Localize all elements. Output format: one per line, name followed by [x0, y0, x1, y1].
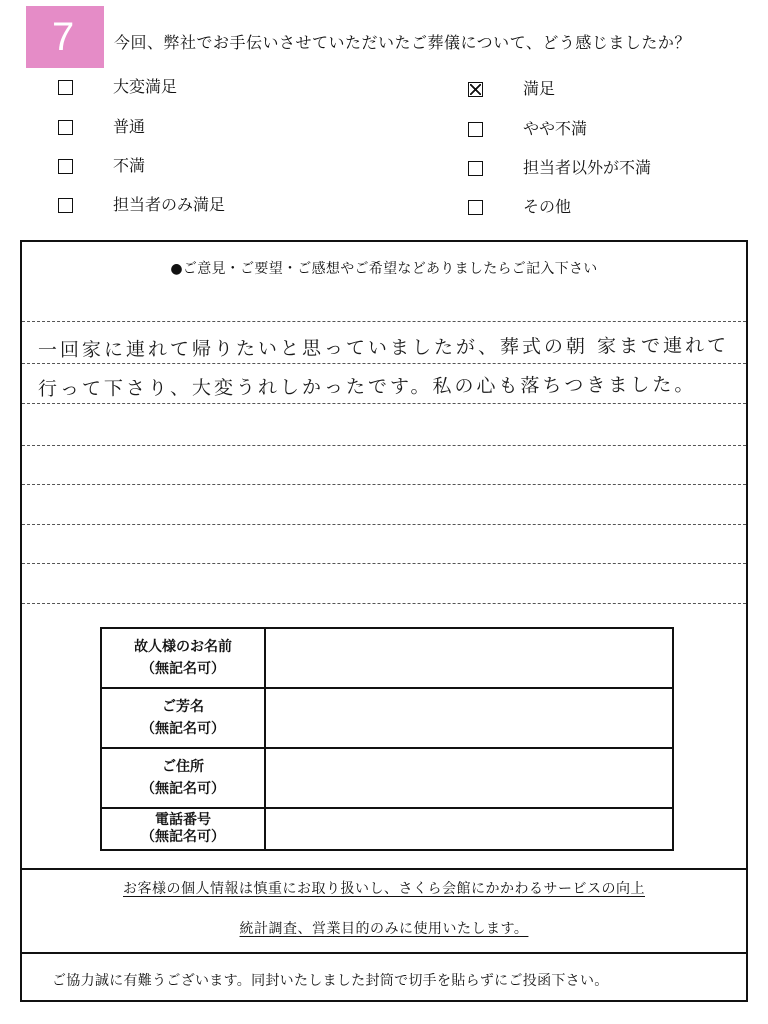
- option-label: 担当者のみ満足: [113, 195, 226, 214]
- table-row: [101, 688, 673, 748]
- field-label: [101, 628, 265, 688]
- handwritten-comment-line[interactable]: 行って下さり、大変うれしかったです。私の心も落ちつきました。: [37, 373, 697, 401]
- personal-info-table: [100, 627, 674, 851]
- field-label-name: ご住所: [162, 759, 204, 775]
- thanks-message: ご協力誠に有難うございます。同封いたしました封筒で切手を貼らずにご投函下さい。: [52, 973, 609, 989]
- writing-line: [22, 603, 746, 604]
- deceased-name-field[interactable]: [265, 628, 673, 688]
- checkbox[interactable]: [58, 198, 73, 213]
- option-label: その他: [523, 197, 572, 216]
- writing-line: [22, 403, 746, 404]
- writing-line: [22, 445, 746, 446]
- checkbox[interactable]: [58, 80, 73, 95]
- field-label: [101, 808, 265, 850]
- checkbox[interactable]: [468, 200, 483, 215]
- option-label: 満足: [523, 79, 556, 98]
- privacy-notice-line: お客様の個人情報は慎重にお取り扱いし、さくら会館にかかわるサービスの向上: [123, 881, 645, 897]
- field-label-name: 電話番号: [155, 812, 211, 828]
- checkbox-checked[interactable]: [468, 82, 483, 97]
- writing-line: [22, 484, 746, 485]
- address-field[interactable]: [265, 748, 673, 808]
- section-divider: [22, 952, 746, 954]
- writing-line: [22, 563, 746, 564]
- option-label: 大変満足: [113, 77, 178, 96]
- checkbox[interactable]: [58, 159, 73, 174]
- comment-heading: ●ご意見・ご要望・ご感想やご希望などありましたらご記入下さい: [170, 261, 598, 277]
- checkbox[interactable]: [58, 120, 73, 135]
- checkbox[interactable]: [468, 161, 483, 176]
- field-label-note: （無記名可）: [141, 781, 225, 797]
- writing-line: [22, 524, 746, 525]
- respondent-name-field[interactable]: [265, 688, 673, 748]
- field-label: [101, 688, 265, 748]
- option-label: 普通: [113, 117, 146, 136]
- option-label: 担当者以外が不満: [523, 158, 652, 177]
- phone-number-field[interactable]: [265, 808, 673, 850]
- question-number-badge: 7: [26, 6, 104, 68]
- field-label-note: （無記名可）: [141, 721, 225, 737]
- field-label: [101, 748, 265, 808]
- field-label-name: ご芳名: [162, 699, 204, 715]
- table-row: [101, 628, 673, 688]
- question-text: 今回、弊社でお手伝いさせていただいたご葬儀について、どう感じましたか？: [114, 33, 691, 52]
- table-row: [101, 748, 673, 808]
- checkbox[interactable]: [468, 122, 483, 137]
- option-label: やや不満: [523, 119, 588, 138]
- field-label-name: 故人様のお名前: [134, 639, 232, 655]
- table-row: [101, 808, 673, 850]
- privacy-notice-line: 統計調査、営業目的のみに使用いたします。: [239, 921, 529, 937]
- section-divider: [22, 868, 746, 870]
- field-label-note: （無記名可）: [141, 829, 225, 845]
- writing-line: [22, 363, 746, 364]
- option-label: 不満: [113, 156, 146, 175]
- writing-line: [22, 321, 746, 322]
- field-label-note: （無記名可）: [141, 661, 225, 677]
- handwritten-comment-line[interactable]: 一回家に連れて帰りたいと思っていましたが、葬式の朝 家まで連れて: [37, 334, 730, 362]
